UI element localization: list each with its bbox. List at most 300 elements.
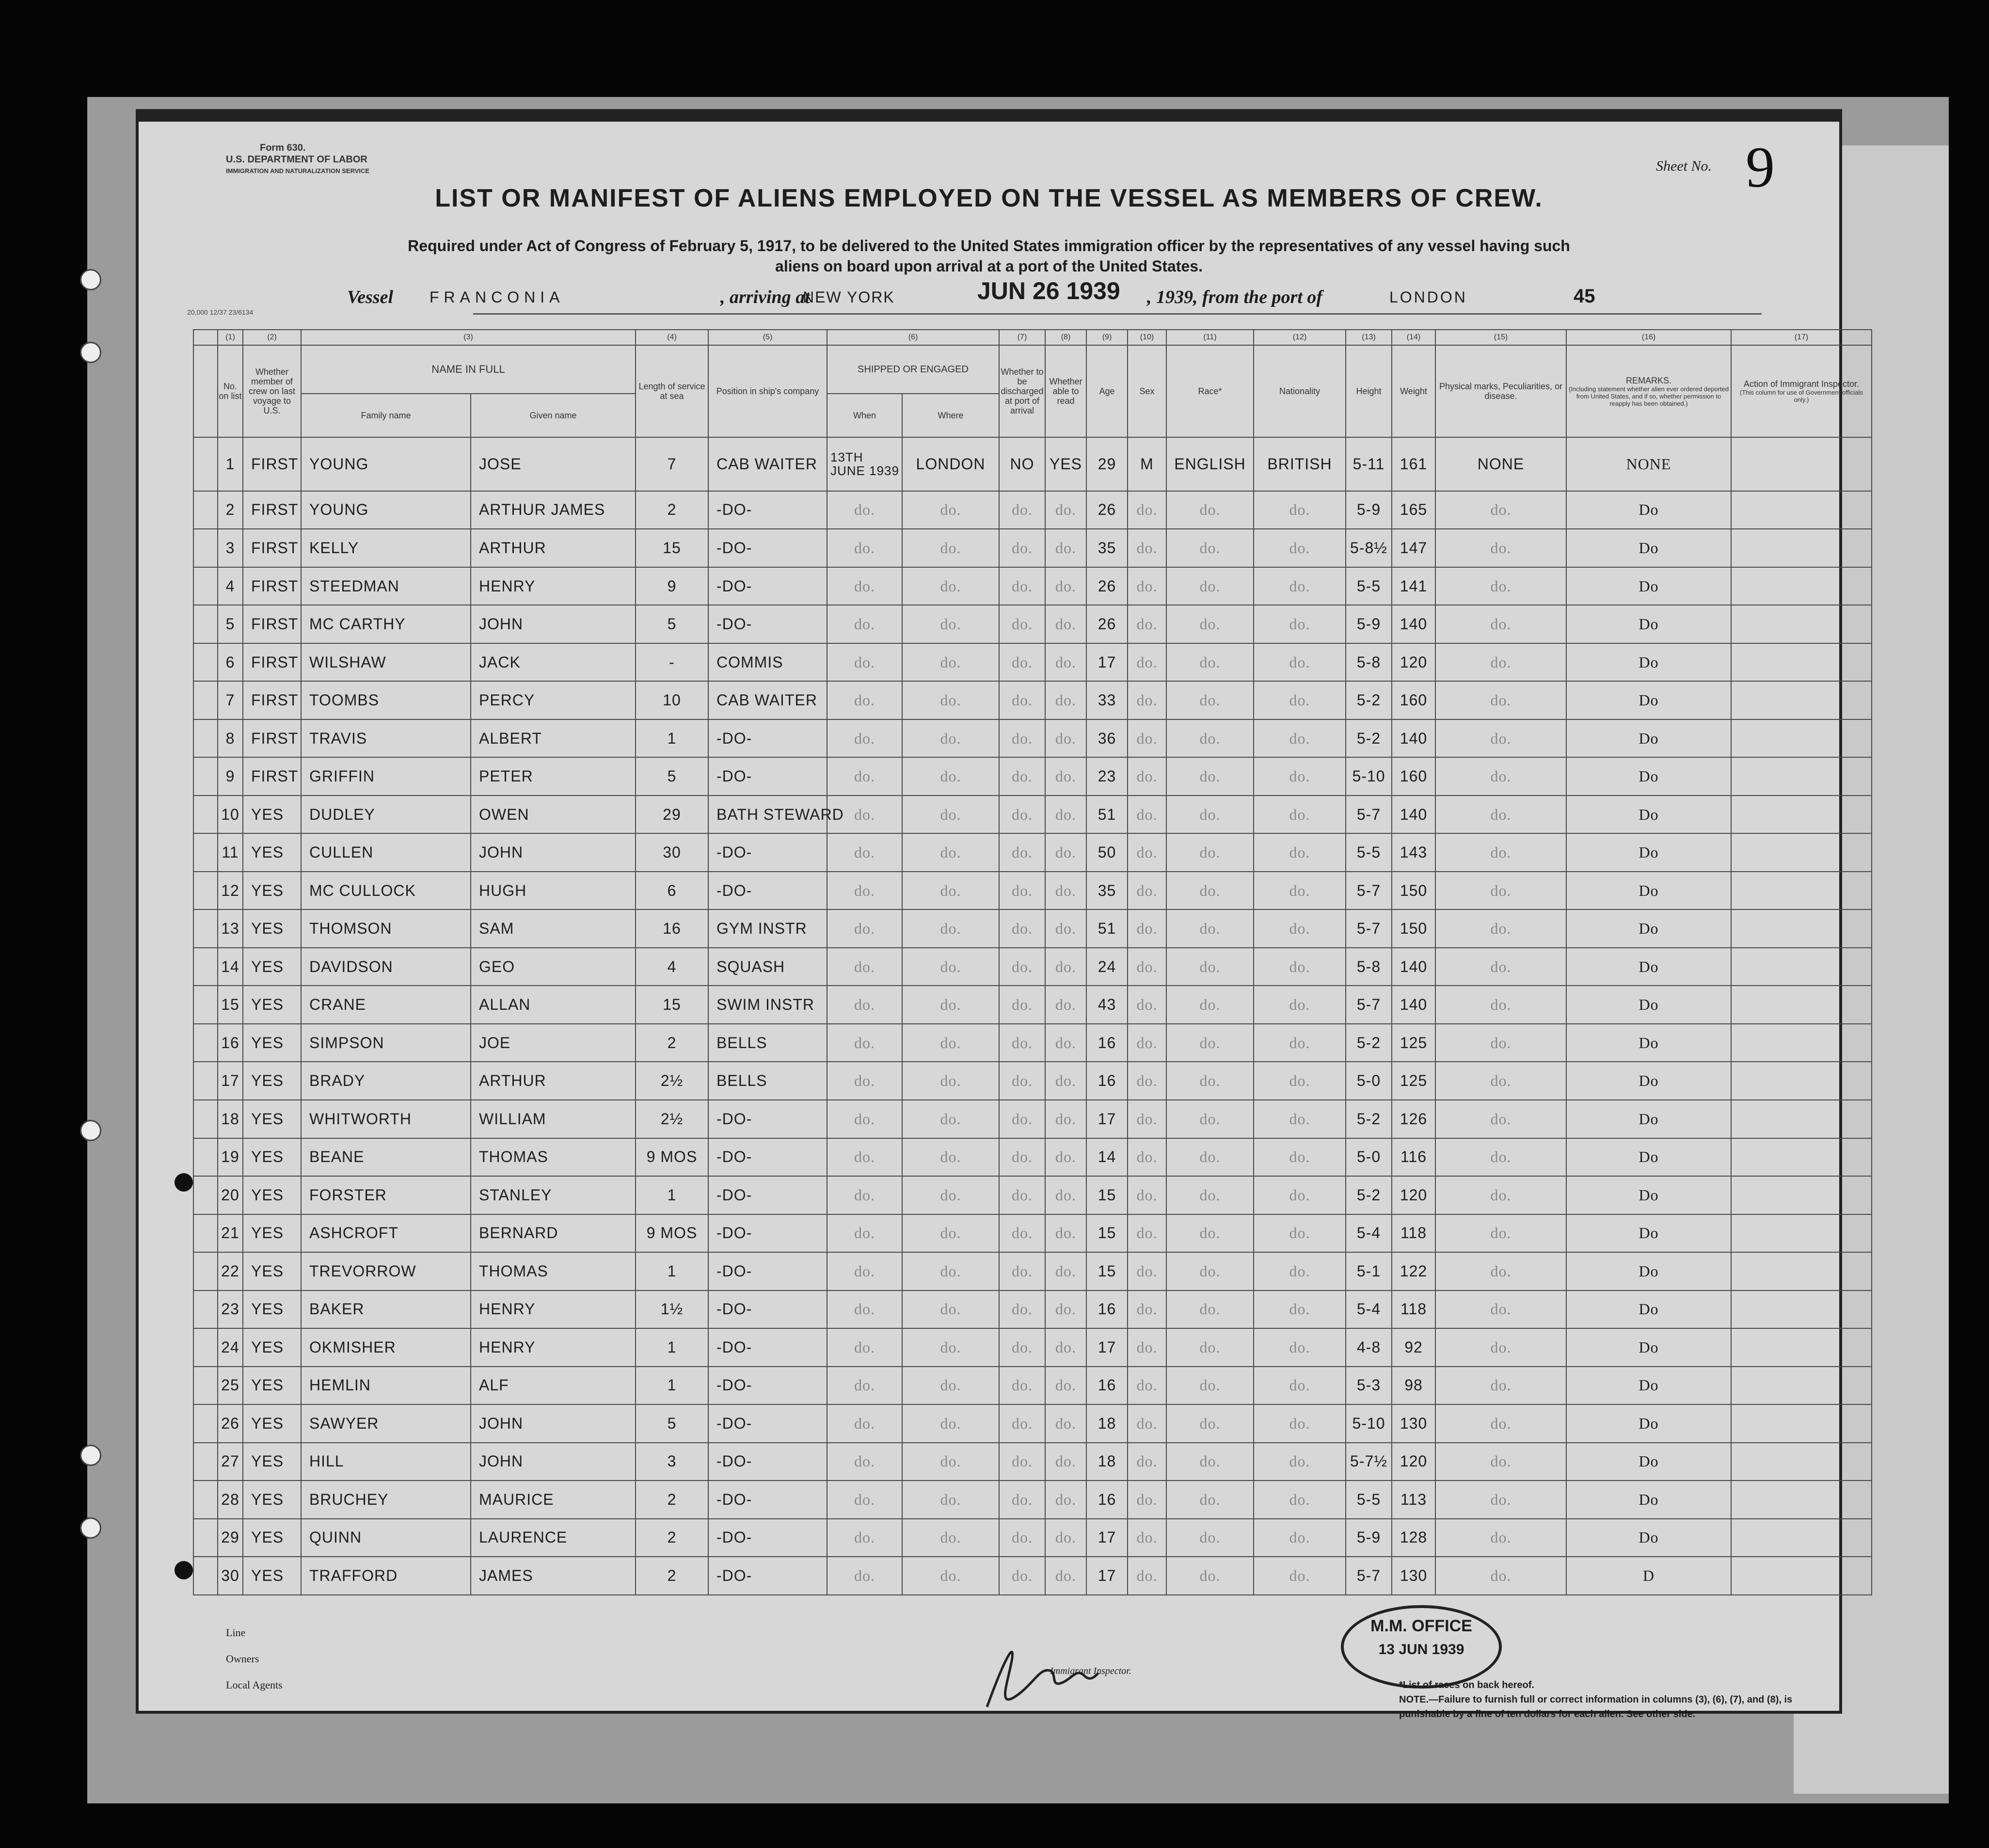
nationality-cell: do.: [1254, 1557, 1346, 1595]
sex-cell: do.: [1128, 1024, 1166, 1062]
binder-hole: [80, 1120, 101, 1141]
arrival-port: NEW YORK: [803, 288, 895, 306]
sex-cell: do.: [1128, 605, 1166, 643]
family-name-cell: DUDLEY: [301, 796, 471, 834]
given-name-cell: JOSE: [471, 437, 636, 491]
crew-last-voyage-cell: YES: [243, 1290, 301, 1329]
physical-marks-cell: do.: [1435, 796, 1566, 834]
inspector-action-cell: [1731, 872, 1872, 910]
able-to-read-cell: do.: [1045, 757, 1086, 796]
given-name-cell: JAMES: [471, 1557, 636, 1595]
weight-cell: 120: [1392, 1443, 1435, 1481]
table-row: [193, 567, 1872, 605]
given-name-cell: ARTHUR: [471, 529, 636, 567]
shipped-when-cell: do.: [827, 605, 902, 643]
shipped-where-cell: do.: [902, 948, 999, 986]
list-number-cell: 16: [218, 1024, 243, 1062]
height-cell: 5-7: [1346, 1557, 1392, 1595]
length-of-service-cell: 1: [636, 1367, 708, 1405]
remarks-cell: Do: [1566, 1519, 1731, 1557]
length-of-service-cell: 9 MOS: [636, 1138, 708, 1177]
shipped-where-cell: do.: [902, 872, 999, 910]
race-cell: do.: [1166, 1290, 1254, 1329]
inspector-action-cell: [1731, 909, 1872, 948]
inspector-action-cell: [1731, 986, 1872, 1024]
nationality-cell: do.: [1254, 1100, 1346, 1138]
table-row: [193, 796, 1872, 834]
col-num-2: (2): [243, 330, 301, 345]
inspector-action-cell: [1731, 681, 1872, 719]
inspector-action-cell: [1731, 1062, 1872, 1100]
remarks-cell: Do: [1566, 1176, 1731, 1214]
table-row: [193, 1367, 1872, 1405]
position-cell: GYM INSTR: [708, 909, 827, 948]
remarks-cell: Do: [1566, 1214, 1731, 1253]
able-to-read-cell: do.: [1045, 681, 1086, 719]
shipped-where-cell: do.: [902, 986, 999, 1024]
header-weight: Weight: [1392, 345, 1435, 437]
family-name-cell: BRADY: [301, 1062, 471, 1100]
able-to-read-cell: do.: [1045, 1100, 1086, 1138]
race-cell: do.: [1166, 986, 1254, 1024]
discharged-cell: do.: [999, 1214, 1045, 1253]
height-cell: 5-9: [1346, 491, 1392, 529]
physical-marks-cell: do.: [1435, 529, 1566, 567]
col-num-13: (13): [1346, 330, 1392, 345]
row-check-cell: [193, 719, 218, 758]
sex-cell: do.: [1128, 643, 1166, 682]
table-row: [193, 719, 1872, 758]
sex-cell: do.: [1128, 1328, 1166, 1367]
shipped-when-cell: do.: [827, 1100, 902, 1138]
col-num-9: (9): [1086, 330, 1128, 345]
row-check-cell: [193, 437, 218, 491]
table-row: [193, 529, 1872, 567]
weight-cell: 125: [1392, 1024, 1435, 1062]
inspector-action-cell: [1731, 1176, 1872, 1214]
table-row: [193, 643, 1872, 682]
shipped-where-cell: do.: [902, 605, 999, 643]
crew-last-voyage-cell: FIRST: [243, 491, 301, 529]
nationality-cell: do.: [1254, 1024, 1346, 1062]
sheet-number: 9: [1746, 135, 1775, 199]
shipped-where-cell: do.: [902, 529, 999, 567]
able-to-read-cell: do.: [1045, 605, 1086, 643]
length-of-service-cell: 2: [636, 491, 708, 529]
nationality-cell: do.: [1254, 605, 1346, 643]
family-name-cell: WHITWORTH: [301, 1100, 471, 1138]
sex-cell: do.: [1128, 796, 1166, 834]
service-name: IMMIGRATION AND NATURALIZATION SERVICE: [226, 167, 370, 175]
physical-marks-cell: do.: [1435, 1481, 1566, 1519]
shipped-where-cell: do.: [902, 1176, 999, 1214]
height-cell: 5-1: [1346, 1252, 1392, 1290]
sex-cell: do.: [1128, 491, 1166, 529]
shipped-when-cell: do.: [827, 948, 902, 986]
given-name-cell: SAM: [471, 909, 636, 948]
shipped-where-cell: do.: [902, 1214, 999, 1253]
inspector-action-cell: [1731, 567, 1872, 605]
inspector-action-cell: [1731, 1519, 1872, 1557]
shipped-where-cell: do.: [902, 1443, 999, 1481]
length-of-service-cell: 9 MOS: [636, 1214, 708, 1253]
able-to-read-cell: do.: [1045, 491, 1086, 529]
list-number-cell: 13: [218, 909, 243, 948]
col-num-4: (4): [636, 330, 708, 345]
race-cell: do.: [1166, 948, 1254, 986]
crew-last-voyage-cell: YES: [243, 1328, 301, 1367]
height-cell: 5-0: [1346, 1138, 1392, 1177]
age-cell: 16: [1086, 1024, 1128, 1062]
weight-cell: 122: [1392, 1252, 1435, 1290]
nationality-cell: do.: [1254, 643, 1346, 682]
physical-marks-cell: do.: [1435, 872, 1566, 910]
race-cell: do.: [1166, 757, 1254, 796]
physical-marks-cell: do.: [1435, 757, 1566, 796]
age-cell: 23: [1086, 757, 1128, 796]
given-name-cell: HENRY: [471, 1290, 636, 1329]
inspector-action-cell: [1731, 643, 1872, 682]
given-name-cell: WILLIAM: [471, 1100, 636, 1138]
discharged-cell: do.: [999, 643, 1045, 682]
length-of-service-cell: 2: [636, 1519, 708, 1557]
nationality-cell: do.: [1254, 796, 1346, 834]
able-to-read-cell: do.: [1045, 1176, 1086, 1214]
row-check-cell: [193, 833, 218, 872]
nationality-cell: do.: [1254, 491, 1346, 529]
header-when: When: [827, 394, 902, 437]
row-check-cell: [193, 796, 218, 834]
race-cell: do.: [1166, 1557, 1254, 1595]
remarks-cell: Do: [1566, 605, 1731, 643]
header-age: Age: [1086, 345, 1128, 437]
row-check-cell: [193, 1138, 218, 1177]
family-name-cell: KELLY: [301, 529, 471, 567]
table-row: [193, 1100, 1872, 1138]
position-cell: -DO-: [708, 1481, 827, 1519]
given-name-cell: MAURICE: [471, 1481, 636, 1519]
weight-cell: 118: [1392, 1214, 1435, 1253]
family-name-cell: TOOMBS: [301, 681, 471, 719]
crew-last-voyage-cell: FIRST: [243, 681, 301, 719]
family-name-cell: TRAVIS: [301, 719, 471, 758]
crew-last-voyage-cell: FIRST: [243, 605, 301, 643]
col-num-1: (1): [218, 330, 243, 345]
weight-cell: 126: [1392, 1100, 1435, 1138]
list-number-cell: 17: [218, 1062, 243, 1100]
nationality-cell: do.: [1254, 833, 1346, 872]
family-name-cell: DAVIDSON: [301, 948, 471, 986]
weight-cell: 160: [1392, 681, 1435, 719]
family-name-cell: MC CARTHY: [301, 605, 471, 643]
family-name-cell: QUINN: [301, 1519, 471, 1557]
age-cell: 24: [1086, 948, 1128, 986]
list-number-cell: 24: [218, 1328, 243, 1367]
table-row: [193, 491, 1872, 529]
race-cell: do.: [1166, 1024, 1254, 1062]
length-of-service-cell: 30: [636, 833, 708, 872]
table-row: [193, 1176, 1872, 1214]
weight-cell: 140: [1392, 948, 1435, 986]
height-cell: 5-9: [1346, 605, 1392, 643]
given-name-cell: BERNARD: [471, 1214, 636, 1253]
inspector-action-title: Action of Immigrant Inspector.: [1743, 379, 1860, 389]
remarks-subtitle: (Including statement whether alien ever ordered deported from United States, and if so, whether permission to reapply has been obtained.): [1568, 385, 1729, 407]
sex-cell: do.: [1128, 1176, 1166, 1214]
header-physical-marks: Physical marks, Peculiarities, or disease.: [1435, 345, 1566, 437]
header-family-name: Family name: [301, 394, 471, 437]
inspector-action-cell: [1731, 491, 1872, 529]
height-cell: 5-10: [1346, 757, 1392, 796]
shipped-where-cell: do.: [902, 681, 999, 719]
position-cell: -DO-: [708, 1404, 827, 1443]
weight-cell: 140: [1392, 796, 1435, 834]
discharged-cell: do.: [999, 1481, 1045, 1519]
able-to-read-cell: do.: [1045, 1404, 1086, 1443]
physical-marks-cell: do.: [1435, 1557, 1566, 1595]
race-cell: do.: [1166, 909, 1254, 948]
discharged-cell: do.: [999, 567, 1045, 605]
shipped-when-cell: do.: [827, 1443, 902, 1481]
nationality-cell: do.: [1254, 872, 1346, 910]
list-number-cell: 18: [218, 1100, 243, 1138]
race-cell: do.: [1166, 643, 1254, 682]
binder-hole: [80, 342, 101, 363]
shipped-where-cell: do.: [902, 757, 999, 796]
given-name-cell: JOHN: [471, 1404, 636, 1443]
height-cell: 5-10: [1346, 1404, 1392, 1443]
weight-cell: 120: [1392, 643, 1435, 682]
crew-last-voyage-cell: FIRST: [243, 757, 301, 796]
row-check-cell: [193, 1024, 218, 1062]
table-row: [193, 1519, 1872, 1557]
remarks-cell: Do: [1566, 1328, 1731, 1367]
position-cell: -DO-: [708, 1443, 827, 1481]
shipped-when-cell: do.: [827, 491, 902, 529]
row-check-cell: [193, 491, 218, 529]
shipped-when-cell: do.: [827, 757, 902, 796]
discharged-cell: do.: [999, 1328, 1045, 1367]
list-number-cell: 6: [218, 643, 243, 682]
position-cell: -DO-: [708, 567, 827, 605]
header-row-1: [193, 345, 1872, 394]
physical-marks-cell: do.: [1435, 1443, 1566, 1481]
binder-hole: [80, 1445, 101, 1466]
length-of-service-cell: 2: [636, 1481, 708, 1519]
length-of-service-cell: 2½: [636, 1100, 708, 1138]
age-cell: 33: [1086, 681, 1128, 719]
inspector-action-cell: [1731, 1404, 1872, 1443]
physical-marks-cell: do.: [1435, 1367, 1566, 1405]
length-of-service-cell: 3: [636, 1443, 708, 1481]
nationality-cell: do.: [1254, 1328, 1346, 1367]
weight-cell: 161: [1392, 437, 1435, 491]
position-cell: -DO-: [708, 833, 827, 872]
sex-cell: do.: [1128, 1367, 1166, 1405]
sex-cell: do.: [1128, 1214, 1166, 1253]
column-number-row: [193, 330, 1872, 345]
local-agents-label: Local Agents: [226, 1679, 283, 1691]
discharged-cell: do.: [999, 1062, 1045, 1100]
printer-code: 20,000 12/37 23/6134: [187, 308, 254, 316]
given-name-cell: THOMAS: [471, 1138, 636, 1177]
height-cell: 5-5: [1346, 567, 1392, 605]
shipped-where-cell: do.: [902, 1138, 999, 1177]
able-to-read-cell: do.: [1045, 909, 1086, 948]
page-title: LIST OR MANIFEST OF ALIENS EMPLOYED ON THE VESSEL AS MEMBERS OF CREW.: [435, 184, 1543, 212]
position-cell: CAB WAITER: [708, 681, 827, 719]
height-cell: 5-4: [1346, 1290, 1392, 1329]
discharged-cell: do.: [999, 1100, 1045, 1138]
age-cell: 16: [1086, 1290, 1128, 1329]
sex-cell: do.: [1128, 1557, 1166, 1595]
shipped-where-cell: do.: [902, 1252, 999, 1290]
manifest-sheet: [136, 109, 1863, 1720]
shipped-when-cell: do.: [827, 1176, 902, 1214]
shipped-where-cell: LONDON: [902, 437, 999, 491]
binder-hole: [80, 269, 101, 290]
inspector-action-cell: [1731, 1328, 1872, 1367]
list-number-cell: 8: [218, 719, 243, 758]
table-row: [193, 833, 1872, 872]
position-cell: COMMIS: [708, 643, 827, 682]
able-to-read-cell: do.: [1045, 567, 1086, 605]
remarks-cell: Do: [1566, 948, 1731, 986]
inspector-action-cell: [1731, 437, 1872, 491]
age-cell: 17: [1086, 643, 1128, 682]
inspector-action-cell: [1731, 1290, 1872, 1329]
physical-marks-cell: do.: [1435, 567, 1566, 605]
col-num-11: (11): [1166, 330, 1254, 345]
weight-cell: 143: [1392, 833, 1435, 872]
height-cell: 5-7: [1346, 872, 1392, 910]
sex-cell: do.: [1128, 529, 1166, 567]
family-name-cell: BAKER: [301, 1290, 471, 1329]
able-to-read-cell: do.: [1045, 948, 1086, 986]
discharged-cell: do.: [999, 872, 1045, 910]
able-to-read-cell: do.: [1045, 643, 1086, 682]
height-cell: 5-2: [1346, 1100, 1392, 1138]
age-cell: 15: [1086, 1252, 1128, 1290]
family-name-cell: OKMISHER: [301, 1328, 471, 1367]
shipped-when-cell: do.: [827, 643, 902, 682]
crew-last-voyage-cell: YES: [243, 796, 301, 834]
height-cell: 5-8: [1346, 643, 1392, 682]
age-cell: 16: [1086, 1481, 1128, 1519]
table-row: [193, 1481, 1872, 1519]
weight-cell: 118: [1392, 1290, 1435, 1329]
table-row: [193, 986, 1872, 1024]
shipped-when-cell: do.: [827, 1328, 902, 1367]
discharged-cell: do.: [999, 1519, 1045, 1557]
shipped-when-cell: do.: [827, 1367, 902, 1405]
physical-marks-cell: do.: [1435, 1024, 1566, 1062]
crew-last-voyage-cell: YES: [243, 909, 301, 948]
shipped-where-cell: do.: [902, 1557, 999, 1595]
able-to-read-cell: do.: [1045, 1443, 1086, 1481]
nationality-cell: do.: [1254, 1138, 1346, 1177]
position-cell: -DO-: [708, 1557, 827, 1595]
age-cell: 35: [1086, 529, 1128, 567]
remarks-cell: Do: [1566, 909, 1731, 948]
vessel-underline: [473, 313, 1762, 315]
line-label: Line: [226, 1626, 246, 1639]
shipped-when-cell: do.: [827, 986, 902, 1024]
physical-marks-cell: do.: [1435, 909, 1566, 948]
race-cell: do.: [1166, 1138, 1254, 1177]
length-of-service-cell: 1: [636, 1176, 708, 1214]
row-check-cell: [193, 1443, 218, 1481]
height-cell: 5-2: [1346, 1024, 1392, 1062]
height-cell: 5-5: [1346, 1481, 1392, 1519]
list-number-cell: 3: [218, 529, 243, 567]
family-name-cell: STEEDMAN: [301, 567, 471, 605]
able-to-read-cell: YES: [1045, 437, 1086, 491]
physical-marks-cell: do.: [1435, 681, 1566, 719]
header-length-of-service: Length of service at sea: [636, 345, 708, 437]
length-of-service-cell: 1½: [636, 1290, 708, 1329]
height-cell: 5-8½: [1346, 529, 1392, 567]
length-of-service-cell: 15: [636, 986, 708, 1024]
sex-cell: do.: [1128, 1138, 1166, 1177]
table-row: [193, 1214, 1872, 1253]
shipped-when-cell: do.: [827, 1519, 902, 1557]
length-of-service-cell: 4: [636, 948, 708, 986]
family-name-cell: HEMLIN: [301, 1367, 471, 1405]
row-check-cell: [193, 681, 218, 719]
race-cell: do.: [1166, 491, 1254, 529]
weight-cell: 150: [1392, 909, 1435, 948]
able-to-read-cell: do.: [1045, 1290, 1086, 1329]
col-num-3: (3): [301, 330, 636, 345]
height-cell: 5-8: [1346, 948, 1392, 986]
inspector-action-cell: [1731, 1024, 1872, 1062]
discharged-cell: do.: [999, 605, 1045, 643]
row-check-cell: [193, 1214, 218, 1253]
nationality-cell: do.: [1254, 1481, 1346, 1519]
family-name-cell: BEANE: [301, 1138, 471, 1177]
table-row: [193, 1557, 1872, 1595]
race-cell: do.: [1166, 796, 1254, 834]
remarks-title: REMARKS.: [1625, 375, 1672, 385]
races-note: *List of races on back hereof.: [1399, 1680, 1534, 1690]
length-of-service-cell: -: [636, 643, 708, 682]
subtitle-line-1: Required under Act of Congress of February 5, 1917, to be delivered to the United States immigration officer by the representatives of any vessel having such: [408, 237, 1570, 255]
arriving-label: , arriving at: [720, 287, 810, 307]
shipped-when-cell: do.: [827, 796, 902, 834]
shipped-when-cell: do.: [827, 1290, 902, 1329]
weight-cell: 130: [1392, 1404, 1435, 1443]
crew-last-voyage-cell: YES: [243, 833, 301, 872]
weight-cell: 98: [1392, 1367, 1435, 1405]
footer-notes: [1399, 1678, 1835, 1721]
sex-cell: do.: [1128, 1290, 1166, 1329]
row-check-cell: [193, 1252, 218, 1290]
position-cell: -DO-: [708, 491, 827, 529]
nationality-cell: do.: [1254, 948, 1346, 986]
family-name-cell: FORSTER: [301, 1176, 471, 1214]
height-cell: 5-3: [1346, 1367, 1392, 1405]
length-of-service-cell: 5: [636, 1404, 708, 1443]
race-cell: do.: [1166, 1519, 1254, 1557]
weight-cell: 140: [1392, 719, 1435, 758]
handwritten-annotation: 45: [1574, 286, 1595, 307]
binder-hole: [175, 1173, 193, 1192]
page-subtitle: [139, 236, 1839, 276]
race-cell: ENGLISH: [1166, 437, 1254, 491]
length-of-service-cell: 5: [636, 757, 708, 796]
race-cell: do.: [1166, 681, 1254, 719]
